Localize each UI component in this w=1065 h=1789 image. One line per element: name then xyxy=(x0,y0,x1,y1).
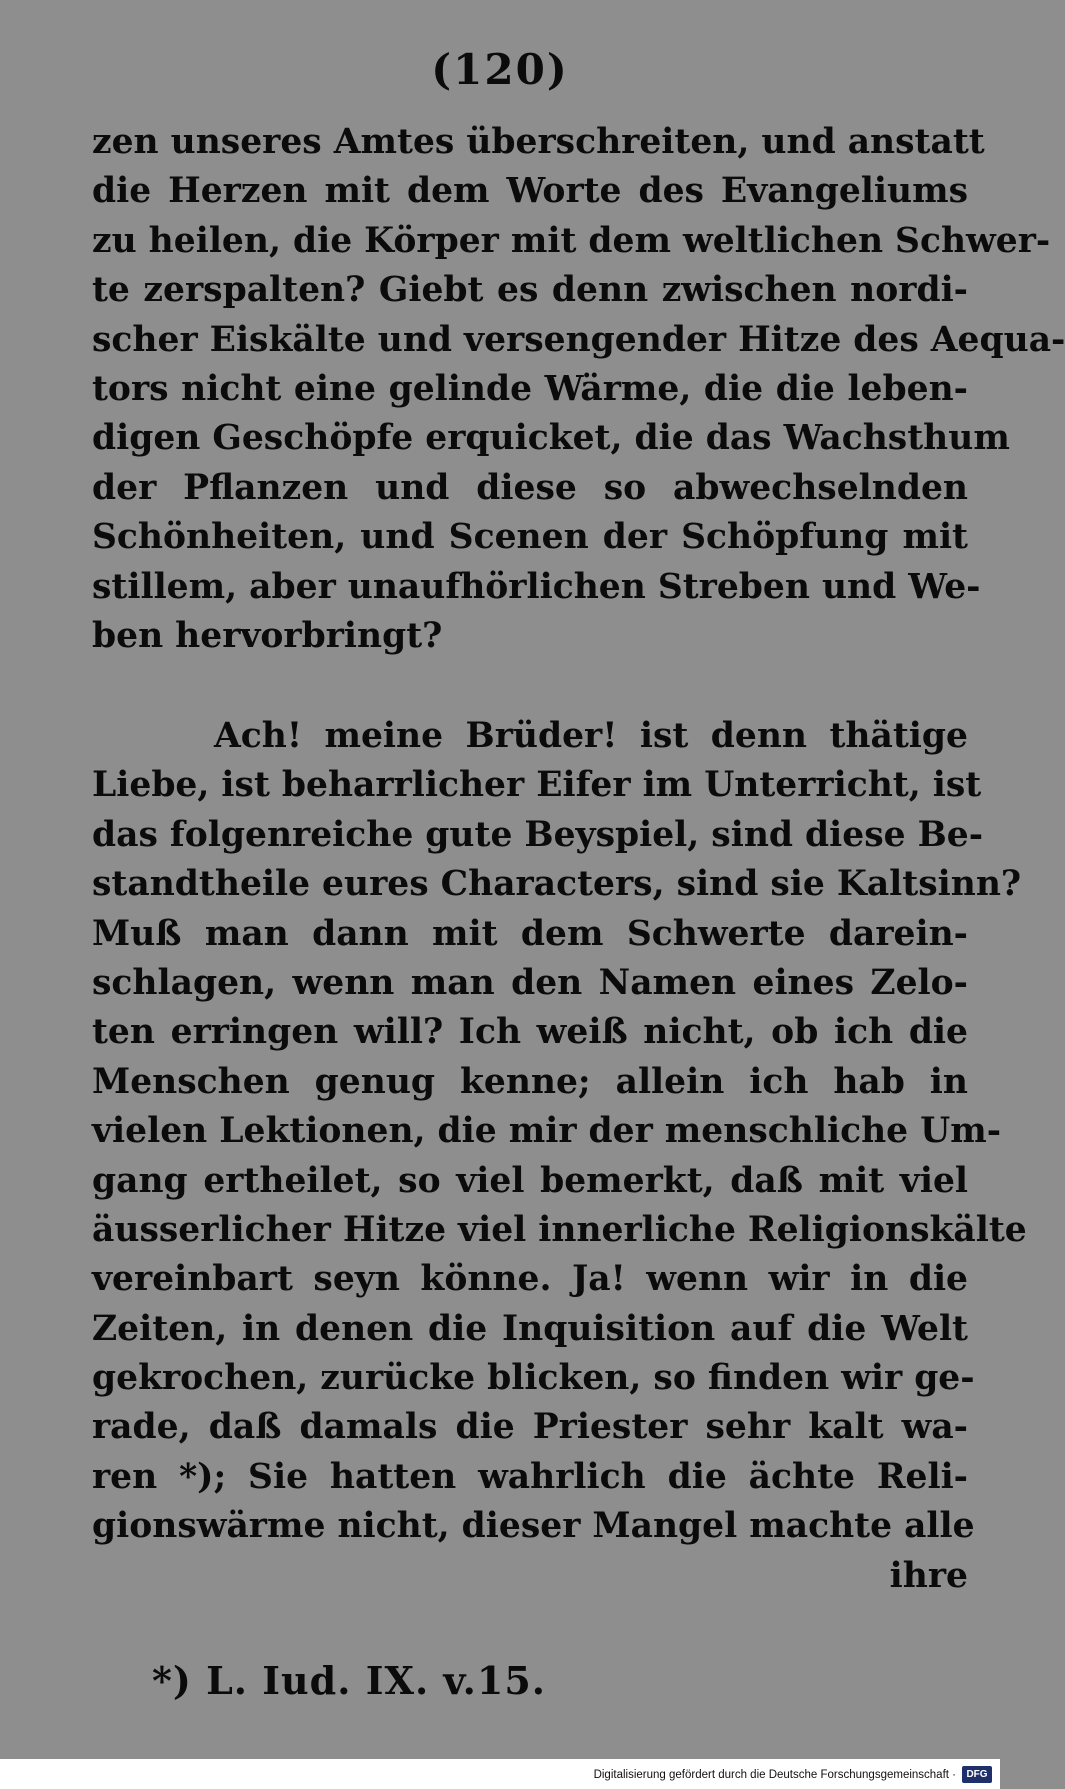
paragraph-2 xyxy=(92,712,1027,1601)
text-line: äusserlicher Hitze viel innerliche Religionskälte xyxy=(92,1209,1027,1250)
text-line: schlagen, wenn man den Namen eines Zelo- xyxy=(92,962,968,1003)
text-line: ten erringen will? Ich weiß nicht, ob ich die xyxy=(92,1012,968,1053)
text-line: gionswärme nicht, dieser Mangel machte alle xyxy=(92,1506,975,1547)
text-line: vielen Lektionen, die mir der menschliche Um- xyxy=(92,1111,1002,1152)
text-line: rade, daß damals die Priester sehr kalt wa- xyxy=(92,1407,968,1448)
page-number: (120) xyxy=(431,45,569,94)
text-line: digen Geschöpfe erquicket, die das Wachsthum xyxy=(92,418,1010,459)
digitization-credit: Digitalisierung gefördert durch die Deutsche Forschungsgemeinschaft · xyxy=(593,1769,956,1781)
text-line: tors nicht eine gelinde Wärme, die die leben- xyxy=(92,368,968,409)
text-line: Schönheiten, und Scenen der Schöpfung mit xyxy=(92,517,968,558)
text-line: scher Eiskälte und versengender Hitze des Aequa- xyxy=(92,319,1065,360)
dfg-logo-icon: DFG xyxy=(962,1766,992,1783)
text-line: Ach! meine Brüder! ist denn thätige xyxy=(214,716,968,756)
text-line: Muß man dann mit dem Schwerte darein- xyxy=(92,913,968,954)
text-line: Menschen genug kenne; allein ich hab in xyxy=(92,1061,968,1102)
paragraph-1 xyxy=(92,118,1065,661)
text-line: vereinbart seyn könne. Ja! wenn wir in die xyxy=(92,1259,968,1300)
text-line: gekrochen, zurücke blicken, so finden wir ge- xyxy=(92,1358,975,1399)
text-line: ren *); Sie hatten wahrlich die ächte Reli- xyxy=(92,1456,968,1497)
text-line: standtheile eures Characters, sind sie Kaltsinn? xyxy=(92,864,1022,905)
footnote: *) L. Iud. IX. v.15. xyxy=(152,1658,547,1703)
text-line: ben hervorbringt? xyxy=(92,615,443,656)
text-line: das folgenreiche gute Beyspiel, sind diese Be- xyxy=(92,814,984,855)
text-line: Liebe, ist beharrlicher Eifer im Unterricht, ist xyxy=(92,765,982,806)
text-line: die Herzen mit dem Worte des Evangeliums xyxy=(92,171,968,212)
text-line: gang ertheilet, so viel bemerkt, daß mit viel xyxy=(92,1160,968,1201)
text-line: zen unseres Amtes überschreiten, und anstatt xyxy=(92,122,985,162)
text-line: zu heilen, die Körper mit dem weltlichen Schwer- xyxy=(92,220,1051,261)
text-line: der Pflanzen und diese so abwechselnden xyxy=(92,467,968,508)
catchword: ihre xyxy=(889,1555,968,1596)
text-line: Zeiten, in denen die Inquisition auf die Welt xyxy=(92,1308,968,1349)
text-line: te zerspalten? Giebt es denn zwischen nordi- xyxy=(92,270,968,311)
text-line: stillem, aber unaufhörlichen Streben und We- xyxy=(92,566,981,607)
